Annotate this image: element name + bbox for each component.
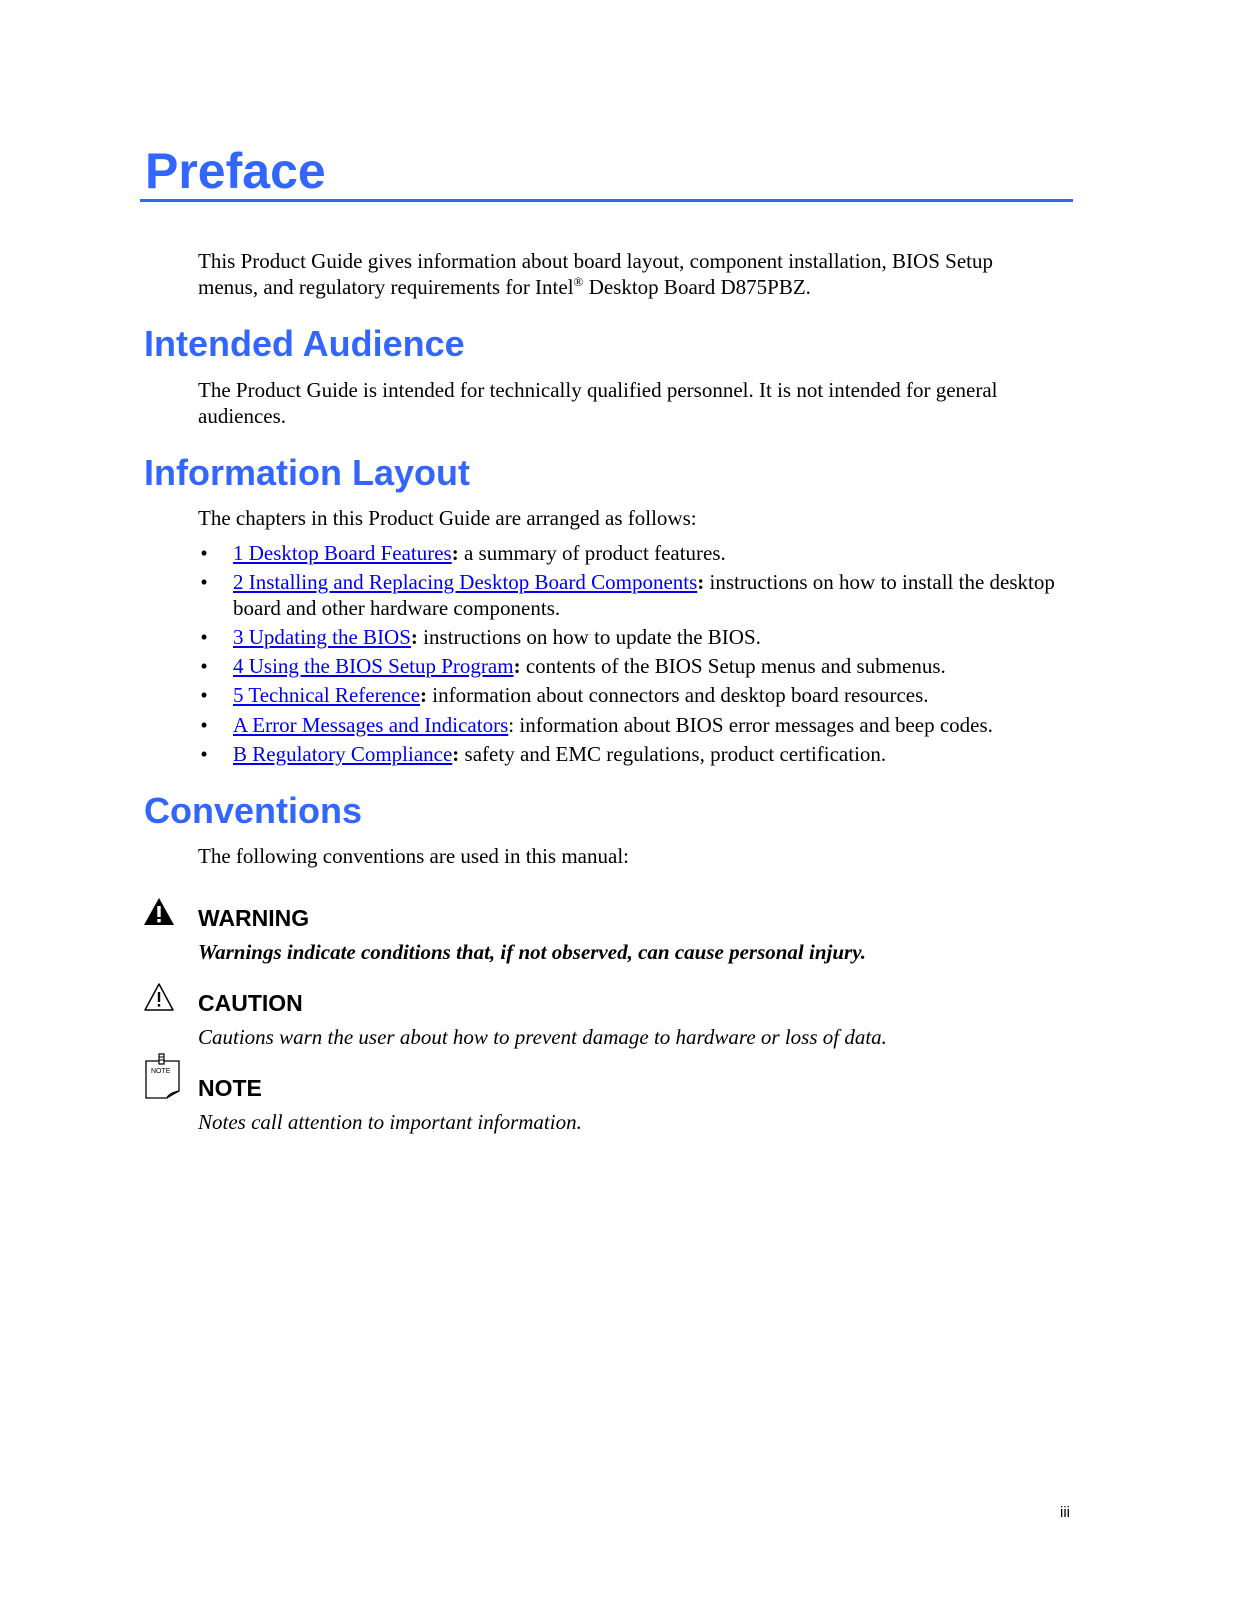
chapter-link-b[interactable]: B Regulatory Compliance: [233, 742, 453, 766]
chapter-link-5[interactable]: 5 Technical Reference: [233, 683, 421, 707]
caution-icon: [143, 982, 175, 1012]
conventions-intro: The following conventions are used in this manual:: [198, 844, 629, 868]
page-title: Preface: [145, 143, 326, 199]
list-item: • 1 Desktop Board Features: a summary of product features.: [198, 540, 1058, 566]
chapter-link-1[interactable]: 1 Desktop Board Features: [233, 541, 452, 565]
list-item: • A Error Messages and Indicators: information about BIOS error messages and beep codes.: [198, 712, 1058, 738]
information-layout-intro: The chapters in this Product Guide are arranged as follows:: [198, 506, 697, 530]
note-text: Notes call attention to important information.: [198, 1110, 582, 1134]
warning-label: WARNING: [198, 905, 310, 931]
list-item: • 2 Installing and Replacing Desktop Board Components: instructions on how to install the desktop board and other hardware components.: [198, 569, 1058, 621]
intro-paragraph: This Product Guide gives information about board layout, component installation, BIOS Setup menus, and regulatory requirements for Intel® Desktop Board D875PBZ.: [198, 249, 993, 299]
list-item: • 3 Updating the BIOS: instructions on how to update the BIOS.: [198, 624, 1058, 650]
bullet-icon: •: [200, 742, 208, 766]
list-item: • 5 Technical Reference: information about connectors and desktop board resources.: [198, 682, 1058, 708]
bullet-icon: •: [200, 713, 208, 737]
intended-audience-heading: Intended Audience: [144, 323, 465, 364]
information-layout-heading: Information Layout: [144, 452, 470, 493]
chapter-link-2[interactable]: 2 Installing and Replacing Desktop Board Components: [233, 570, 698, 594]
bullet-icon: •: [200, 625, 208, 649]
note-label: NOTE: [198, 1075, 262, 1101]
bullet-icon: •: [200, 683, 208, 707]
caution-label: CAUTION: [198, 990, 303, 1016]
chapter-link-3[interactable]: 3 Updating the BIOS: [233, 625, 411, 649]
title-rule: [140, 199, 1073, 202]
note-icon: [143, 1053, 183, 1101]
warning-icon: [143, 897, 175, 927]
caution-text: Cautions warn the user about how to prevent damage to hardware or loss of data.: [198, 1025, 887, 1049]
intended-audience-text: The Product Guide is intended for technically qualified personnel. It is not intended for general audiences.: [198, 378, 998, 428]
chapter-link-a[interactable]: A Error Messages and Indicators: [233, 713, 509, 737]
bullet-icon: •: [200, 654, 208, 678]
bullet-icon: •: [200, 570, 208, 594]
registered-mark: ®: [573, 274, 584, 289]
warning-text: Warnings indicate conditions that, if not observed, can cause personal injury.: [198, 940, 866, 964]
conventions-heading: Conventions: [144, 790, 363, 831]
bullet-icon: •: [200, 541, 208, 565]
chapter-link-4[interactable]: 4 Using the BIOS Setup Program: [233, 654, 514, 678]
list-item: • B Regulatory Compliance: safety and EMC regulations, product certification.: [198, 741, 1058, 767]
list-item: • 4 Using the BIOS Setup Program: contents of the BIOS Setup menus and submenus.: [198, 653, 1058, 679]
page-number: iii: [1060, 1504, 1070, 1521]
note-icon-label: NOTE: [151, 1068, 171, 1075]
